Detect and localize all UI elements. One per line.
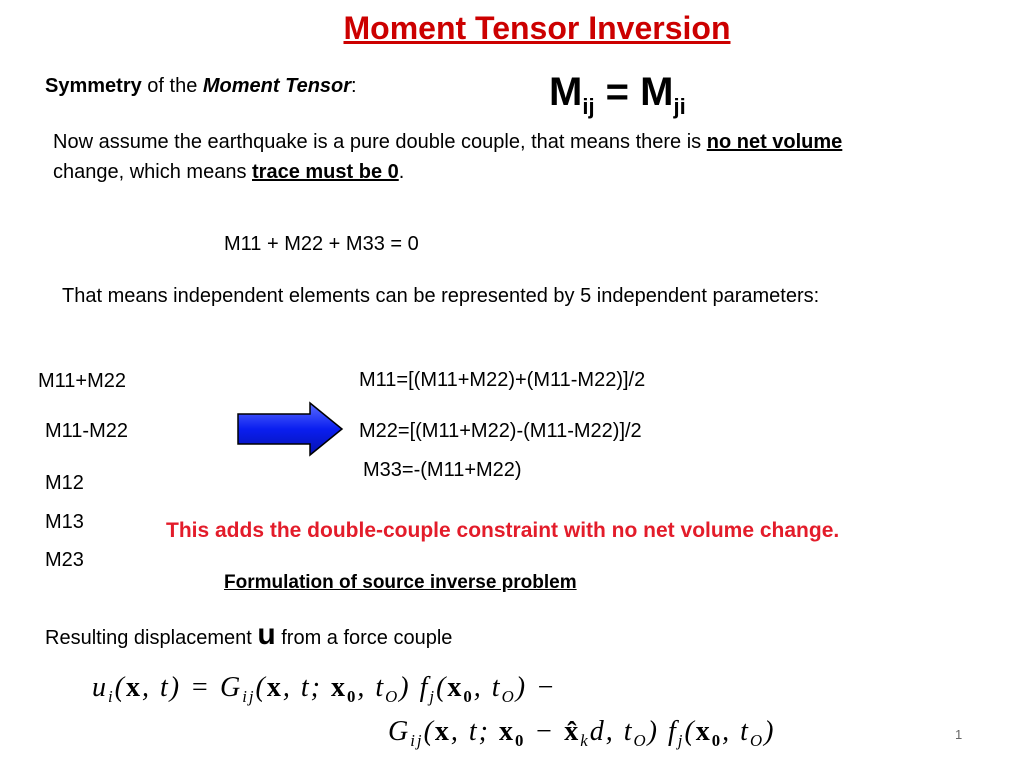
symmetry-of-the: of the <box>141 75 203 97</box>
param-m11-minus-m22: M11-M22 <box>45 420 128 442</box>
symmetry-equation <box>549 70 686 120</box>
param-m12: M12 <box>45 472 84 494</box>
param-m23: M23 <box>45 549 84 571</box>
eq-m-left: M <box>549 70 583 114</box>
right-arrow-icon <box>234 400 346 458</box>
resulting-before: Resulting displacement <box>45 627 258 649</box>
displacement-equation-line-2: $G_{ij}(x$, t; $x_0$ − $x̂_kd$, $t_O$) $f_j(x_0$, $t_O$) <box>388 716 776 750</box>
symmetry-label <box>45 71 357 101</box>
eq-sub-ij: ij <box>582 93 595 119</box>
trace-must-be-zero-emphasis: trace must be 0 <box>252 161 399 183</box>
slide-number: 1 <box>955 727 963 742</box>
formula-m33: M33=-(M11+M22) <box>363 459 522 481</box>
independent-parameters-paragraph: That means independent elements can be represented by 5 independent parameters: <box>62 285 820 307</box>
param-m11-plus-m22: M11+M22 <box>38 370 127 392</box>
eq-equals-m: = M <box>594 70 674 114</box>
slide-title: Moment Tensor Inversion <box>343 10 731 46</box>
displacement-equation-line-1: $u_i(x$, $t) = G_{ij}(x$, t; $x_0$, $t_O$) $f_j(x_0$, $t_O$) − <box>92 672 557 706</box>
section-heading: Formulation of source inverse problem <box>224 572 577 593</box>
para1-text3: . <box>398 161 405 183</box>
moment-tensor-word: Moment Tensor <box>202 75 352 97</box>
displacement-symbol: u <box>257 618 276 651</box>
no-net-volume-emphasis: no net volume <box>706 131 843 153</box>
para1-text1: Now assume the earthquake is a pure double couple, that means there is <box>53 131 707 153</box>
param-m13: M13 <box>45 511 84 533</box>
formula-m22: M22=[(M11+M22)-(M11-M22)]/2 <box>359 420 642 442</box>
para1-text2: change, which means <box>53 161 253 183</box>
resulting-after: from a force couple <box>275 627 453 649</box>
trace-equation: M11 + M22 + M33 = 0 <box>224 233 419 255</box>
eq-sub-ji: ji <box>673 93 686 119</box>
double-couple-paragraph <box>53 127 913 187</box>
resulting-displacement-line <box>45 620 452 653</box>
formula-m11: M11=[(M11+M22)+(M11-M22)]/2 <box>359 369 646 391</box>
symmetry-word: Symmetry <box>45 75 142 97</box>
double-couple-constraint-note: This adds the double-couple constraint with no net volume change. <box>166 519 840 542</box>
symmetry-colon: : <box>351 75 357 97</box>
